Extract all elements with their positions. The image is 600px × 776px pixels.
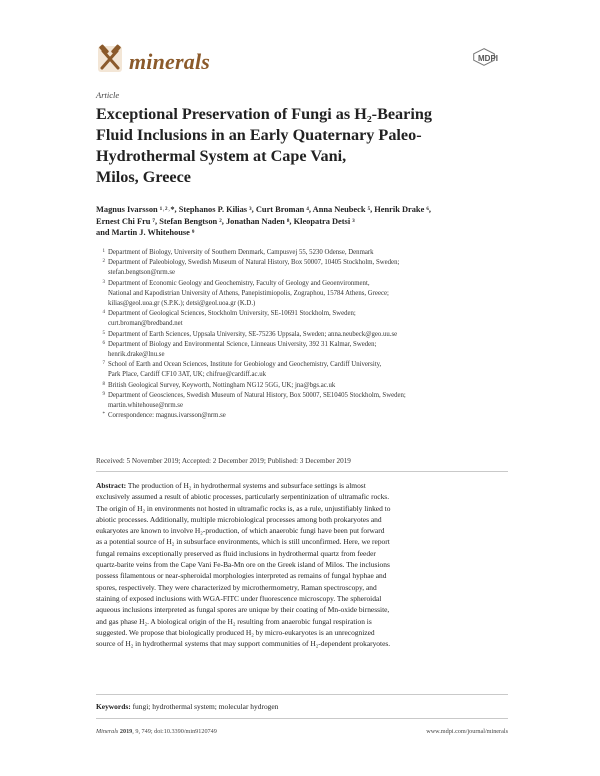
footer-year: 2019 (119, 728, 133, 735)
abstract-line: fungal remains exceptionally preserved as fluid inclusions in hydrothermal quartz from feeder (96, 548, 376, 558)
affiliation-number: 7 (102, 361, 105, 367)
abstract-line: spores, respectively. They were characterized by microthermometry, Raman spectroscopy, and (96, 582, 377, 592)
abstract-line: staining of exposed inclusions with WGA-FITC under fluorescence microscopy. The spheroidal (96, 593, 382, 603)
abstract-line (96, 480, 508, 491)
abstract-line: source of H₂ in hydrothermal systems that may support communities of H₂-dependent prokaryotes. (96, 639, 391, 649)
keywords (96, 702, 278, 711)
abstract-text: The production of H₂ in hydrothermal systems and subsurface settings is almost (127, 481, 366, 490)
abstract-line: possess filamentous or near-spheroidal morphologies interpreted as remains of fungal hyphae and (96, 571, 387, 581)
affiliation-number: 9 (102, 391, 105, 397)
affiliation-item (96, 258, 516, 278)
affiliation-text: Department of Paleobiology, Swedish Museum of Natural History, Box 50007, 10405 Stockholm, Sweden; (108, 259, 400, 267)
correspondence-text[interactable]: Correspondence: magnus.ivarsson@nrm.se (108, 412, 226, 420)
divider (96, 471, 508, 472)
crossed-hammers-icon (96, 44, 124, 74)
affiliation-number: 8 (102, 381, 105, 387)
affiliation-text: Department of Biology and Environmental Science, Linneaus University, 392 31 Kalmar, Sweden; (108, 340, 377, 348)
abstract-label: Abstract: (96, 481, 127, 490)
affiliation-number: 6 (102, 340, 105, 346)
footer-citation[interactable]: , 9, 749; doi:10.3390/min9120749 (132, 728, 217, 735)
affiliation-item (96, 248, 516, 258)
affiliation-text: Park Place, Cardiff CF10 3AT, UK; chifrue@cardiff.ac.uk (108, 371, 267, 379)
affiliation-text: Department of Geosciences, Swedish Museum of Natural History, Box 50007, SE10405 Stockholm, Sweden; (108, 391, 406, 399)
divider (96, 718, 508, 719)
abstract-line: suggested. We propose that biologically produced H₂ by micro-eukaryotes is an unrecognized (96, 627, 375, 637)
affiliation-item (96, 330, 516, 340)
affiliation-number: * (102, 412, 105, 418)
affiliation-item (96, 391, 516, 411)
abstract-line: exclusively assumed a result of abiotic processes, particularly serpentinization of ultramafic rocks. (96, 492, 390, 502)
journal-name: minerals (129, 49, 211, 74)
abstract-line: The origin of H₂ in environments not hosted in ultramafic rocks is, as a rule, unjustifiably linked to (96, 503, 391, 513)
abstract-line: as a potential source of H₂ in subsurface environments, which is still unconfirmed. Here, we report (96, 537, 390, 547)
affiliation-item (96, 360, 516, 380)
affiliation-text: Department of Economic Geology and Geochemistry, Faculty of Geology and Geoenvironment, (108, 279, 370, 287)
affiliation-text: British Geological Survey, Keyworth, Nottingham NG12 5GG, UK; jna@bgs.ac.uk (108, 381, 336, 389)
affiliation-text: Department of Earth Sciences, Uppsala University, SE-75236 Uppsala, Sweden; anna.neubeck@geo.uu.se (108, 330, 398, 338)
affiliation-text: National and Kapodistrian University of Athens, Panepistimiopolis, Zographou, 15784 Athens, Greece; (108, 289, 389, 297)
affiliation-item (96, 279, 516, 310)
abstract-line: abiotic processes. Additionally, multiple microbiological processes among both prokaryotes and (96, 514, 382, 524)
author-line: Ernest Chi Fru ⁷, Stefan Bengtson ², Jonathan Naden ⁸, Kleopatra Detsi ³ (96, 216, 355, 226)
abstract-line: aqueous inclusions interpreted as fungal spores are unique by their coating of Mn-oxide birnessite, (96, 605, 390, 615)
affiliation-email[interactable]: curt.broman@bredband.net (108, 320, 183, 328)
author-line: and Martin J. Whitehouse ⁹ (96, 228, 195, 237)
publication-dates: Received: 5 November 2019; Accepted: 2 December 2019; Published: 3 December 2019 (96, 457, 351, 465)
affiliation-item (96, 309, 516, 329)
affiliation-text: Department of Biology, University of Southern Denmark, Campusvej 55, 5230 Odense, Denmark (108, 249, 374, 256)
abstract-line: eukaryotes are known to involve H₂-production, of which anaerobic fungi have been put forward (96, 526, 385, 536)
abstract-line: quartz-barite veins from the Cape Vani Fe-Ba-Mn ore on the Greek island of Milos. The inclusions (96, 560, 390, 570)
citation-footer (96, 728, 217, 735)
affiliation-number: 2 (102, 259, 105, 265)
affiliation-number: 4 (102, 310, 105, 316)
affiliation-list (96, 248, 516, 421)
affiliation-email[interactable]: stefan.bengtson@nrm.se (108, 269, 176, 277)
abstract-line: and gas phase H₂. A biological origin of the H₂ resulting from anaerobic fungal respiration is (96, 616, 372, 626)
keywords-label: Keywords: (96, 702, 131, 711)
affiliation-text: School of Earth and Ocean Sciences, Institute for Geobiology and Geochemistry, Cardiff University, (108, 361, 382, 369)
footer-journal: Minerals (96, 728, 119, 735)
author-line: Magnus Ivarsson ¹˒²˒*, Stephanos P. Kilias ³, Curt Broman ⁴, Anna Neubeck ⁵, Henrik Drake ⁶, (96, 205, 431, 214)
title-line: Hydrothermal System at Cape Vani, (96, 147, 347, 165)
affiliation-item (96, 381, 516, 391)
journal-url[interactable]: www.mdpi.com/journal/minerals (426, 728, 508, 735)
title-line: Exceptional Preservation of Fungi as H₂-Bearing (96, 105, 432, 123)
affiliation-email[interactable]: henrik.drake@lnu.se (108, 351, 165, 359)
title-line: Fluid Inclusions in an Early Quaternary Paleo- (96, 126, 422, 144)
affiliation-number: 5 (102, 330, 105, 336)
keywords-text: fungi; hydrothermal system; molecular hydrogen (132, 702, 279, 711)
title-line: Milos, Greece (96, 168, 191, 186)
author-list (96, 204, 516, 239)
correspondence-item (96, 411, 516, 421)
affiliation-email[interactable]: martin.whitehouse@nrm.se (108, 402, 183, 410)
affiliation-text: Department of Geological Sciences, Stockholm University, SE-10691 Stockholm, Sweden; (108, 310, 356, 318)
divider (96, 694, 508, 695)
affiliation-number: 3 (102, 279, 105, 285)
affiliation-email[interactable]: kilias@geol.uoa.gr (S.P.K.); detsi@geol.uoa.gr (K.D.) (108, 300, 256, 308)
journal-header (96, 44, 516, 84)
paper-title (96, 104, 496, 188)
publisher-logo-text: MDPI (478, 54, 498, 63)
affiliation-item (96, 340, 516, 360)
abstract (96, 480, 508, 649)
affiliation-number: 1 (102, 249, 105, 254)
article-type: Article (96, 90, 120, 100)
